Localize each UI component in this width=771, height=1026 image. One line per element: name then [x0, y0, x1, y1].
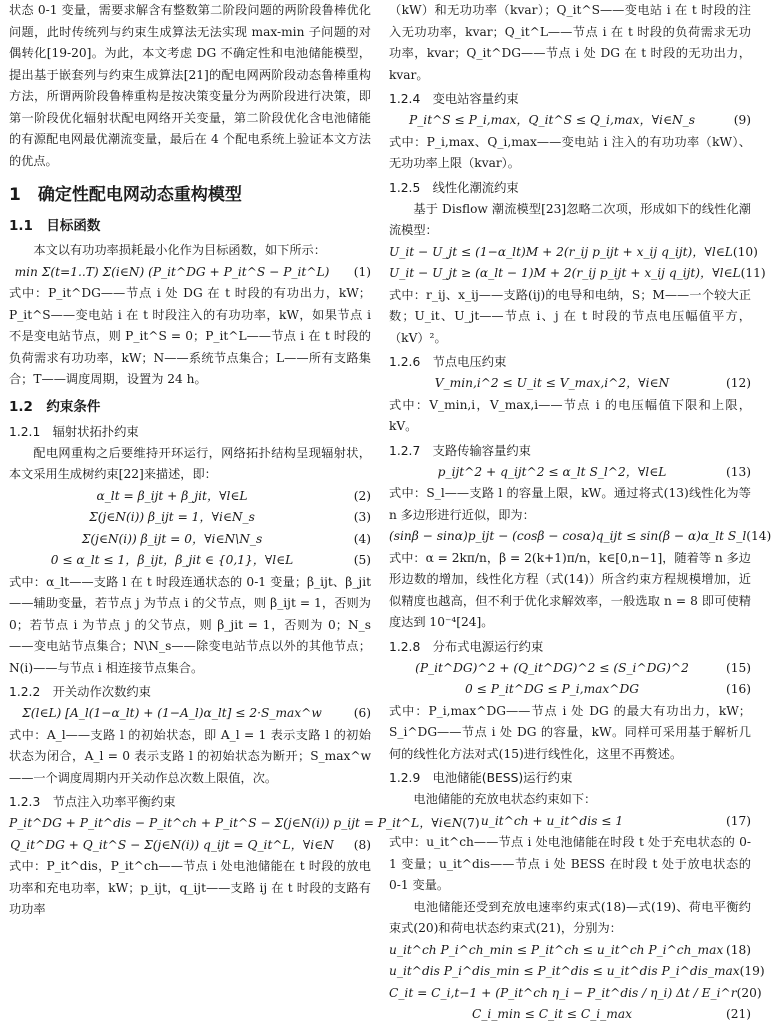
equation-7-number: (7) — [462, 816, 480, 830]
section-1-2-2-heading: 1.2.2 开关动作次数约束 — [9, 685, 151, 699]
section-1-2-4-heading: 1.2.4 变电站容量约束 — [389, 92, 519, 106]
equation-14 — [389, 526, 771, 548]
equation-8-body: Q_it^DG + Q_it^S − Σ(j∈N(i)) q_ijt = Q_it^L，∀i∈N — [10, 837, 334, 852]
equation-10-body: U_it − U_jt ≤ (1−α_lt)M + 2(r_ij p_ijt + x_ij q_ijt)，∀l∈L — [389, 244, 733, 259]
section-1-2-3-heading: 1.2.3 节点注入功率平衡约束 — [9, 795, 176, 809]
equation-15-number: (15) — [725, 660, 751, 675]
equation-7-body: P_it^DG + P_it^dis − P_it^ch + P_it^S − Σ(j∈N(i)) p_ijt = P_it^L，∀i∈N — [9, 816, 463, 830]
equation-10 — [389, 242, 758, 264]
section-1-2-6-heading: 1.2.6 节点电压约束 — [389, 355, 507, 369]
section-1-2-7-description: 式中：S_l——支路 l 的容量上限，kW。通过将式(13)线性化为等 n 多边形进行近似，即为： — [389, 486, 751, 522]
equation-5 — [9, 550, 371, 572]
equation-4-number: (4) — [353, 531, 371, 546]
equation-8 — [9, 835, 371, 857]
section-1-2-8-description: 式中：P_i,max^DG——节点 i 处 DG 的最大有功出力，kW；S_i^DG——节点 i 处 DG 的容量，kW。同样可采用基于解析几何的线性化方法对式(15)进行线性化，这里不再赘述。 — [389, 703, 751, 761]
equation-2-number: (2) — [353, 488, 371, 503]
equation-6-number: (6) — [353, 706, 371, 720]
section-1-2-9-heading: 1.2.9 电池储能(BESS)运行约束 — [389, 771, 573, 785]
equation-16 — [389, 679, 751, 701]
equation-20-body: C_it = C_i,t−1 + (P_it^ch η_i − P_it^dis / η_i) Δt / E_i^r — [389, 985, 737, 1000]
section-1-2-9-text: 电池储能的充放电状态约束如下： — [413, 792, 597, 806]
section-1-2-9-description: 式中：u_it^ch——节点 i 处电池储能在时段 t 处于充电状态的 0-1 变量；u_it^dis——节点 i 处 BESS 在时段 t 处于放电状态的 0-1 变量。 — [389, 835, 751, 892]
section-1-heading: 1 确定性配电网动态重构模型 — [9, 185, 242, 205]
equation-16-number: (16) — [725, 682, 751, 696]
equation-6 — [9, 703, 371, 725]
section-1-2-5-description: 式中：r_ij、x_ij——支路(ij)的电导和电纳，S；M——一个较大正数；U_it、U_jt——节点 i、j 在 t 时段的节点电压幅值平方，（kV）²。 — [389, 287, 751, 345]
intro-paragraph: 状态 0-1 变量，需要求解含有整数第二阶段问题的两阶段鲁棒优化问题，此时传统列与约束生成算法无法实现 max-min 子问题的对偶转化[19-20]。为此，本文考虑 DG 不确定性和电池储能模型，提出基于嵌套列与约束生成算法[21]的配电网两阶段动态鲁棒重构方法，所谓两阶段鲁棒重构是按决策变量分为两阶段进行决策，即第一阶段优化辐射状配电网络开关变量，第二阶段优化含电池储能的有源配电网最优潮流变量，最后在 4 个配电系统上验证本文方法的优点。 — [9, 3, 371, 168]
equation-5-number: (5) — [353, 553, 371, 567]
section-1-2-2-description: 式中：A_l——支路 l 的初始状态，即 A_l = 1 表示支路 l 的初始状态为闭合，A_l = 0 表示支路 l 的初始状态为断开；S_max^w——一个调度周期内开关动作总次数上限值，次。 — [9, 727, 371, 785]
equation-19-body: u_it^dis P_i^dis_min ≤ P_it^dis ≤ u_it^dis P_i^dis_max — [389, 964, 740, 978]
equation-3-number: (3) — [353, 510, 371, 524]
equation-18-body: u_it^ch P_i^ch_min ≤ P_it^ch ≤ u_it^ch P_i^ch_max — [389, 942, 724, 957]
section-1-2-6-description: 式中：V_min,i，V_max,i——节点 i 的电压幅值下限和上限，kV。 — [389, 397, 751, 433]
equation-3 — [9, 507, 371, 529]
equation-6-body: Σ(l∈L) [A_l(1−α_lt) + (1−A_l)α_lt] ≤ 2·S_max^w — [22, 706, 322, 720]
equation-11-number: (11) — [740, 266, 766, 280]
equation-7 — [9, 813, 480, 835]
equation-1-number: (1) — [353, 264, 371, 279]
equation-12 — [389, 373, 751, 395]
equation-19-number: (19) — [739, 964, 765, 978]
equation-17-body: u_it^ch + u_it^dis ≤ 1 — [480, 813, 624, 828]
section-1-2-5-heading: 1.2.5 线性化潮流约束 — [389, 180, 519, 195]
equation-14-body: (sinβ − sinα)p_ijt − (cosβ − cosα)q_ijt ≤ sin(β − α)α_lt S_l — [389, 529, 747, 543]
equation-2-body: α_lt = β_ijt + β_jit，∀l∈L — [96, 488, 248, 503]
equation-10-number: (10) — [732, 244, 758, 259]
equation-15-body: (P_it^DG)^2 + (Q_it^DG)^2 ≤ (S_i^DG)^2 — [415, 660, 689, 675]
equation-9-body: P_it^S ≤ P_i,max，Q_it^S ≤ Q_i,max，∀i∈N_s — [409, 113, 695, 127]
section-1-2-1-description: 式中：α_lt——支路 l 在 t 时段连通状态的 0-1 变量；β_ijt、β_jit——辅助变量，若节点 j 为节点 i 的父节点，则 β_ijt = 1，否则为 0；若节点 i 为节点 j 的父节点，则 β_jit = 1，否则为 0；N_s——变电站节点集合；N\N_s——除变电站节点以外的其他节点；N(i)——与节点 i 相连接节点集合。 — [9, 574, 371, 675]
equation-3-body: Σ(j∈N(i)) β_ijt = 1，∀i∈N_s — [89, 510, 255, 524]
equation-20 — [389, 983, 762, 1005]
section-1-2-4-description: 式中：P_i,max、Q_i,max——变电站 i 注入的有功功率（kW）、无功功率上限（kvar）。 — [389, 134, 751, 170]
equation-14-number: (14) — [746, 529, 771, 543]
section-1-2-1-heading: 1.2.1 辐射状拓扑约束 — [9, 424, 139, 439]
equation-1 — [9, 262, 371, 284]
equation-9 — [389, 110, 751, 132]
section-1-2-7-heading: 1.2.7 支路传输容量约束 — [389, 443, 531, 458]
equation-1-body: min Σ(t=1..T) Σ(i∈N) (P_it^DG + P_it^S − P_it^L) — [14, 264, 330, 279]
section-1-2-1-text: 配电网重构之后要维持开环运行，网络拓扑结构呈现辐射状，本文采用生成树约束[22]来描述，即： — [9, 445, 371, 481]
equation-9-number: (9) — [733, 113, 751, 127]
equation-16-body: 0 ≤ P_it^DG ≤ P_i,max^DG — [465, 682, 639, 696]
section-1-1-text: 本文以有功功率损耗最小化作为目标函数，如下所示： — [33, 243, 326, 257]
equation-13-body: p_ijt^2 + q_ijt^2 ≤ α_lt S_l^2，∀l∈L — [437, 464, 667, 479]
equation-13 — [389, 462, 751, 484]
section-1-2-7-description-2: 式中：α = 2kπ/n，β = 2(k+1)π/n，k∈[0,n−1]，随着等 n 多边形边数的增加，线性化方程（式(14)）所含约束方程规模增加，近似精度也越高，但不利于优化求解效率，一般选取 n = 8 即可使精度达到 10⁻⁴[24]。 — [389, 550, 751, 629]
section-1-1-description: 式中：P_it^DG——节点 i 处 DG 在 t 时段的有功出力，kW；P_it^S——变电站 i 在 t 时段注入的有功功率，kW，如果节点 i 不是变电站节点，则 P_it^S = 0；P_it^L——节点 i 在 t 时段的负荷需求有功功率，kW；N——系统节点集合；L——所有支路集合；T——调度周期，设置为 24 h。 — [9, 286, 371, 386]
section-1-2-3-description: 式中：P_it^dis，P_it^ch——节点 i 处电池储能在 t 时段的放电功率和充电功率，kW；p_ijt，q_ijt——支路 ij 在 t 时段的支路有功功率 — [9, 859, 371, 916]
equation-4 — [9, 529, 371, 551]
equation-17 — [389, 811, 751, 833]
right-column — [389, 0, 771, 1021]
equation-12-number: (12) — [725, 376, 751, 390]
equation-13-number: (13) — [725, 464, 751, 479]
section-1-2-5-text: 基于 Disflow 潮流模型[23]忽略二次项，形成如下的线性化潮流模型： — [389, 201, 751, 237]
equation-15 — [389, 658, 751, 680]
equation-19 — [389, 961, 765, 983]
equation-18 — [389, 940, 751, 962]
equation-2 — [9, 486, 371, 508]
equation-21 — [389, 1004, 751, 1026]
equation-4-body: Σ(j∈N(i)) β_ijt = 0，∀i∈N\N_s — [81, 531, 263, 546]
equation-17-number: (17) — [725, 813, 751, 828]
equation-21-body: C_i_min ≤ C_it ≤ C_i_max — [472, 1007, 632, 1021]
section-1-2-8-heading: 1.2.8 分布式电源运行约束 — [389, 639, 544, 654]
equation-5-body: 0 ≤ α_lt ≤ 1，β_ijt，β_jit ∈ {0,1}，∀l∈L — [50, 553, 294, 567]
section-1-2-9-text-2: 电池储能还受到充放电速率约束式(18)—式(19)、荷电平衡约束式(20)和荷电状态约束式(21)，分别为： — [389, 899, 751, 935]
continuation-paragraph: （kW）和无功功率（kvar）；Q_it^S——变电站 i 在 t 时段的注入无功功率，kvar；Q_it^L——节点 i 在 t 时段的负荷需求无功功率，kvar；Q_it^DG——节点 i 处 DG 在 t 时段的无功出力，kvar。 — [389, 3, 751, 82]
equation-11-body: U_it − U_jt ≥ (α_lt − 1)M + 2(r_ij p_ijt + x_ij q_ijt)，∀l∈L — [389, 266, 741, 280]
section-1-1-heading: 1.1 目标函数 — [9, 218, 101, 234]
equation-18-number: (18) — [725, 942, 751, 957]
equation-21-number: (21) — [725, 1007, 751, 1021]
equation-11 — [389, 263, 766, 285]
section-1-2-heading: 1.2 约束条件 — [9, 398, 101, 415]
equation-20-number: (20) — [736, 985, 762, 1000]
equation-12-body: V_min,i^2 ≤ U_it ≤ V_max,i^2，∀i∈N — [434, 376, 670, 390]
equation-8-number: (8) — [353, 837, 371, 852]
